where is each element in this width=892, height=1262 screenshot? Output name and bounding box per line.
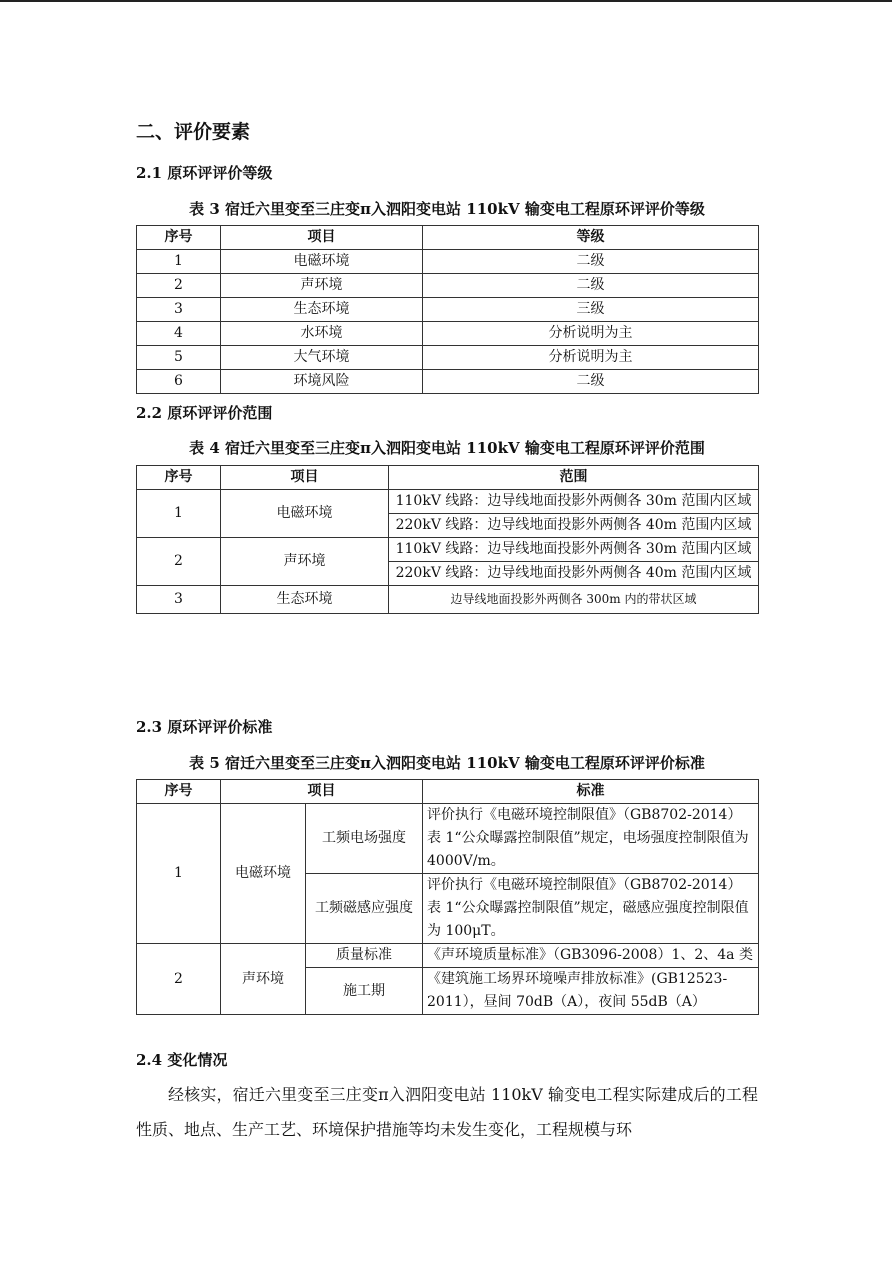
table-header-row xyxy=(137,466,759,490)
heading-2-4: 2.4 变化情况 xyxy=(136,1051,228,1069)
cell-grade: 二级 xyxy=(423,250,759,274)
cell-item: 电磁环境 xyxy=(221,804,306,944)
cell-item: 环境风险 xyxy=(221,370,423,394)
cell-no: 3 xyxy=(137,298,221,322)
header-standard: 标准 xyxy=(423,780,759,804)
cell-item: 电磁环境 xyxy=(221,250,423,274)
header-item: 项目 xyxy=(221,226,423,250)
header-no: 序号 xyxy=(137,226,221,250)
cell-no: 2 xyxy=(137,944,221,1015)
table-row xyxy=(137,274,759,298)
table-4 xyxy=(136,465,759,614)
cell-no: 1 xyxy=(137,250,221,274)
cell-subitem: 施工期 xyxy=(306,968,423,1015)
cell-no: 1 xyxy=(137,804,221,944)
header-no: 序号 xyxy=(137,466,221,490)
cell-scope: 110kV 线路：边导线地面投影外两侧各 30m 范围内区域 xyxy=(389,490,759,514)
cell-standard: 评价执行《电磁环境控制限值》（GB8702-2014）表 1“公众曝露控制限值”规定，磁感应强度控制限值为 100μT。 xyxy=(423,874,759,944)
cell-standard: 《建筑施工场界环境噪声排放标准》(GB12523-2011），昼间 70dB（A），夜间 55dB（A） xyxy=(423,968,759,1015)
cell-grade: 二级 xyxy=(423,274,759,298)
cell-item: 声环境 xyxy=(221,538,389,586)
cell-grade: 三级 xyxy=(423,298,759,322)
cell-no: 6 xyxy=(137,370,221,394)
header-scope: 范围 xyxy=(389,466,759,490)
heading-2-2: 2.2 原环评评价范围 xyxy=(136,404,273,422)
cell-subitem: 工频磁感应强度 xyxy=(306,874,423,944)
header-item: 项目 xyxy=(221,780,423,804)
header-no: 序号 xyxy=(137,780,221,804)
cell-no: 1 xyxy=(137,490,221,538)
cell-item: 水环境 xyxy=(221,322,423,346)
cell-grade: 分析说明为主 xyxy=(423,346,759,370)
table-5 xyxy=(136,779,759,1015)
cell-subitem: 工频电场强度 xyxy=(306,804,423,874)
cell-scope: 110kV 线路：边导线地面投影外两侧各 30m 范围内区域 xyxy=(389,538,759,562)
heading-2-1: 2.1 原环评评价等级 xyxy=(136,164,273,182)
table-3-caption: 表 3 宿迁六里变至三庄变π入泗阳变电站 110kV 输变电工程原环评评价等级 xyxy=(189,200,705,218)
page-top-border xyxy=(0,0,892,2)
cell-no: 3 xyxy=(137,586,221,614)
table-row xyxy=(137,298,759,322)
table-row xyxy=(137,538,759,562)
table-row xyxy=(137,586,759,614)
header-item: 项目 xyxy=(221,466,389,490)
table-header-row xyxy=(137,226,759,250)
cell-item: 声环境 xyxy=(221,274,423,298)
table-row xyxy=(137,322,759,346)
table-row xyxy=(137,370,759,394)
table-5-caption: 表 5 宿迁六里变至三庄变π入泗阳变电站 110kV 输变电工程原环评评价标准 xyxy=(189,754,705,772)
cell-scope: 220kV 线路：边导线地面投影外两侧各 40m 范围内区域 xyxy=(389,514,759,538)
cell-no: 2 xyxy=(137,538,221,586)
cell-scope: 220kV 线路：边导线地面投影外两侧各 40m 范围内区域 xyxy=(389,562,759,586)
cell-item: 电磁环境 xyxy=(221,490,389,538)
cell-item: 生态环境 xyxy=(221,298,423,322)
cell-no: 5 xyxy=(137,346,221,370)
heading-2-3: 2.3 原环评评价标准 xyxy=(136,718,273,736)
cell-item: 大气环境 xyxy=(221,346,423,370)
table-row xyxy=(137,250,759,274)
table-row xyxy=(137,346,759,370)
cell-subitem: 质量标准 xyxy=(306,944,423,968)
cell-standard: 《声环境质量标准》（GB3096-2008）1、2、4a 类 xyxy=(423,944,759,968)
cell-standard: 评价执行《电磁环境控制限值》（GB8702-2014）表 1“公众曝露控制限值”规定，电场强度控制限值为 4000V/m。 xyxy=(423,804,759,874)
cell-scope: 边导线地面投影外两侧各 300m 内的带状区域 xyxy=(389,586,759,614)
header-grade: 等级 xyxy=(423,226,759,250)
table-header-row xyxy=(137,780,759,804)
cell-grade: 二级 xyxy=(423,370,759,394)
cell-grade: 分析说明为主 xyxy=(423,322,759,346)
section-title: 二、评价要素 xyxy=(136,121,251,143)
cell-item: 声环境 xyxy=(221,944,306,1015)
body-paragraph: 经核实，宿迁六里变至三庄变π入泗阳变电站 110kV 输变电工程实际建成后的工程性质、地点、生产工艺、环境保护措施等均未发生变化，工程规模与环 xyxy=(136,1085,758,1139)
table-row xyxy=(137,804,759,874)
cell-no: 2 xyxy=(137,274,221,298)
table-row xyxy=(137,944,759,968)
table-row xyxy=(137,490,759,514)
table-3 xyxy=(136,225,759,394)
cell-item: 生态环境 xyxy=(221,586,389,614)
cell-no: 4 xyxy=(137,322,221,346)
table-4-caption: 表 4 宿迁六里变至三庄变π入泗阳变电站 110kV 输变电工程原环评评价范围 xyxy=(189,439,705,457)
